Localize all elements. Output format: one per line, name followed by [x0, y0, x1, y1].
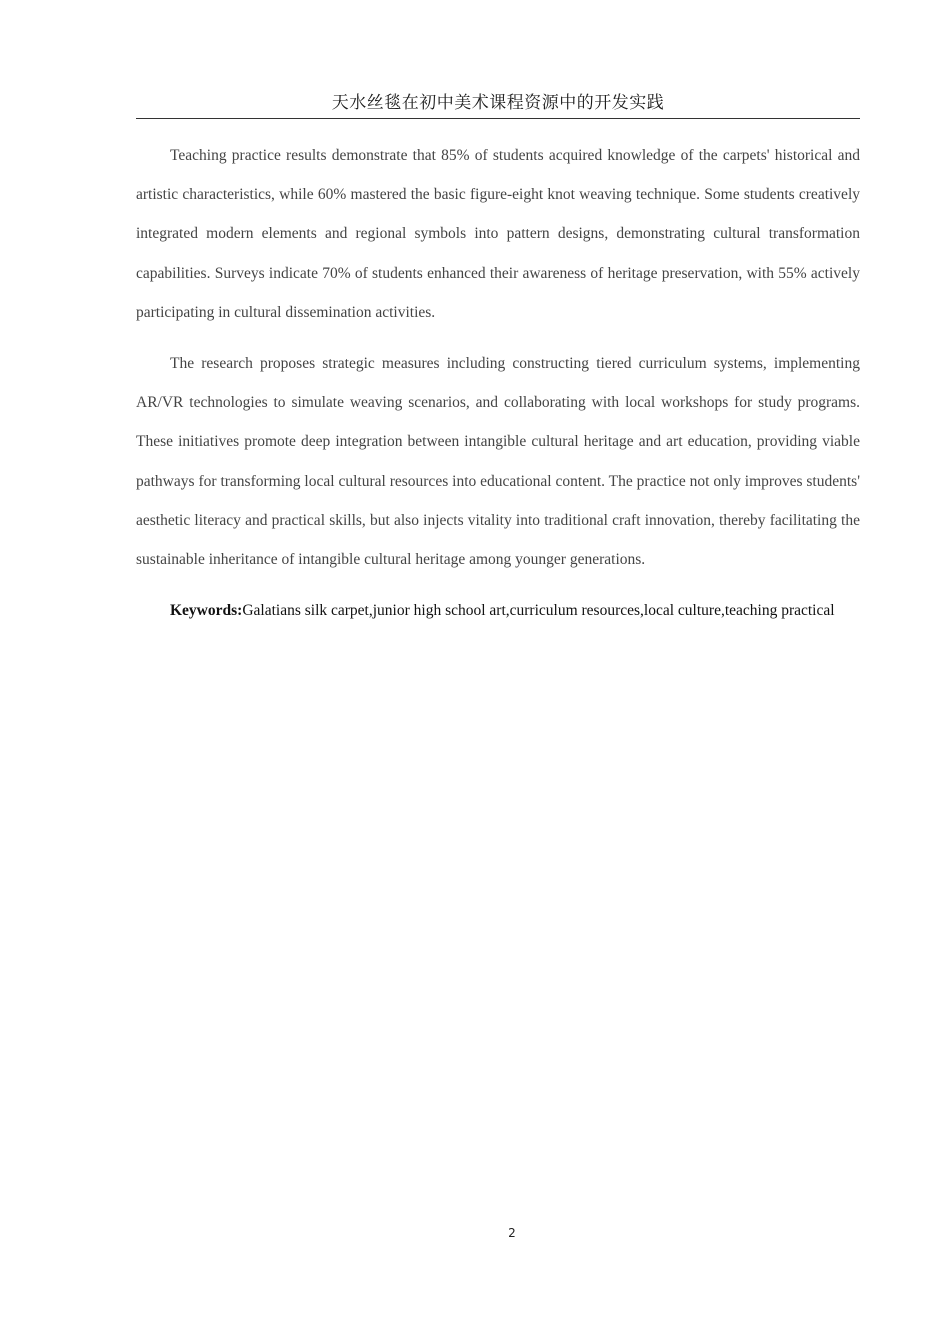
paragraph-strategies: The research proposes strategic measures including constructing tiered curriculum systems, implementing AR/VR technologies to simulate weaving scenarios, and collaborating with local workshops for study programs. These initiatives promote deep integration between intangible cultural heritage and art education, providing viable pathways for transforming local cultural resources into educational content. The practice not only improves students' aesthetic literacy and practical skills, but also injects vitality into traditional craft innovation, thereby facilitating the sustainable inheritance of intangible cultural heritage among younger generations. [136, 355, 860, 569]
running-header-title: 天水丝毯在初中美术课程资源中的开发实践 [331, 93, 665, 113]
keywords-text: Galatians silk carpet,junior high school art,curriculum resources,local culture,teaching practical [242, 602, 835, 620]
keywords-label: Keywords: [170, 602, 243, 620]
paragraph-results: Teaching practice results demonstrate that 85% of students acquired knowledge of the carpets' historical and artistic characteristics, while 60% mastered the basic figure-eight knot weaving technique. Some students creatively integrated modern elements and regional symbols into pattern designs, demonstrating cultural transformation capabilities. Surveys indicate 70% of students enhanced their awareness of heritage preservation, with 55% actively participating in cultural dissemination activities. [136, 147, 860, 321]
keywords-line [136, 591, 860, 630]
page-number: 2 [508, 1226, 516, 1240]
header-divider [136, 118, 860, 119]
abstract-body [136, 136, 860, 642]
